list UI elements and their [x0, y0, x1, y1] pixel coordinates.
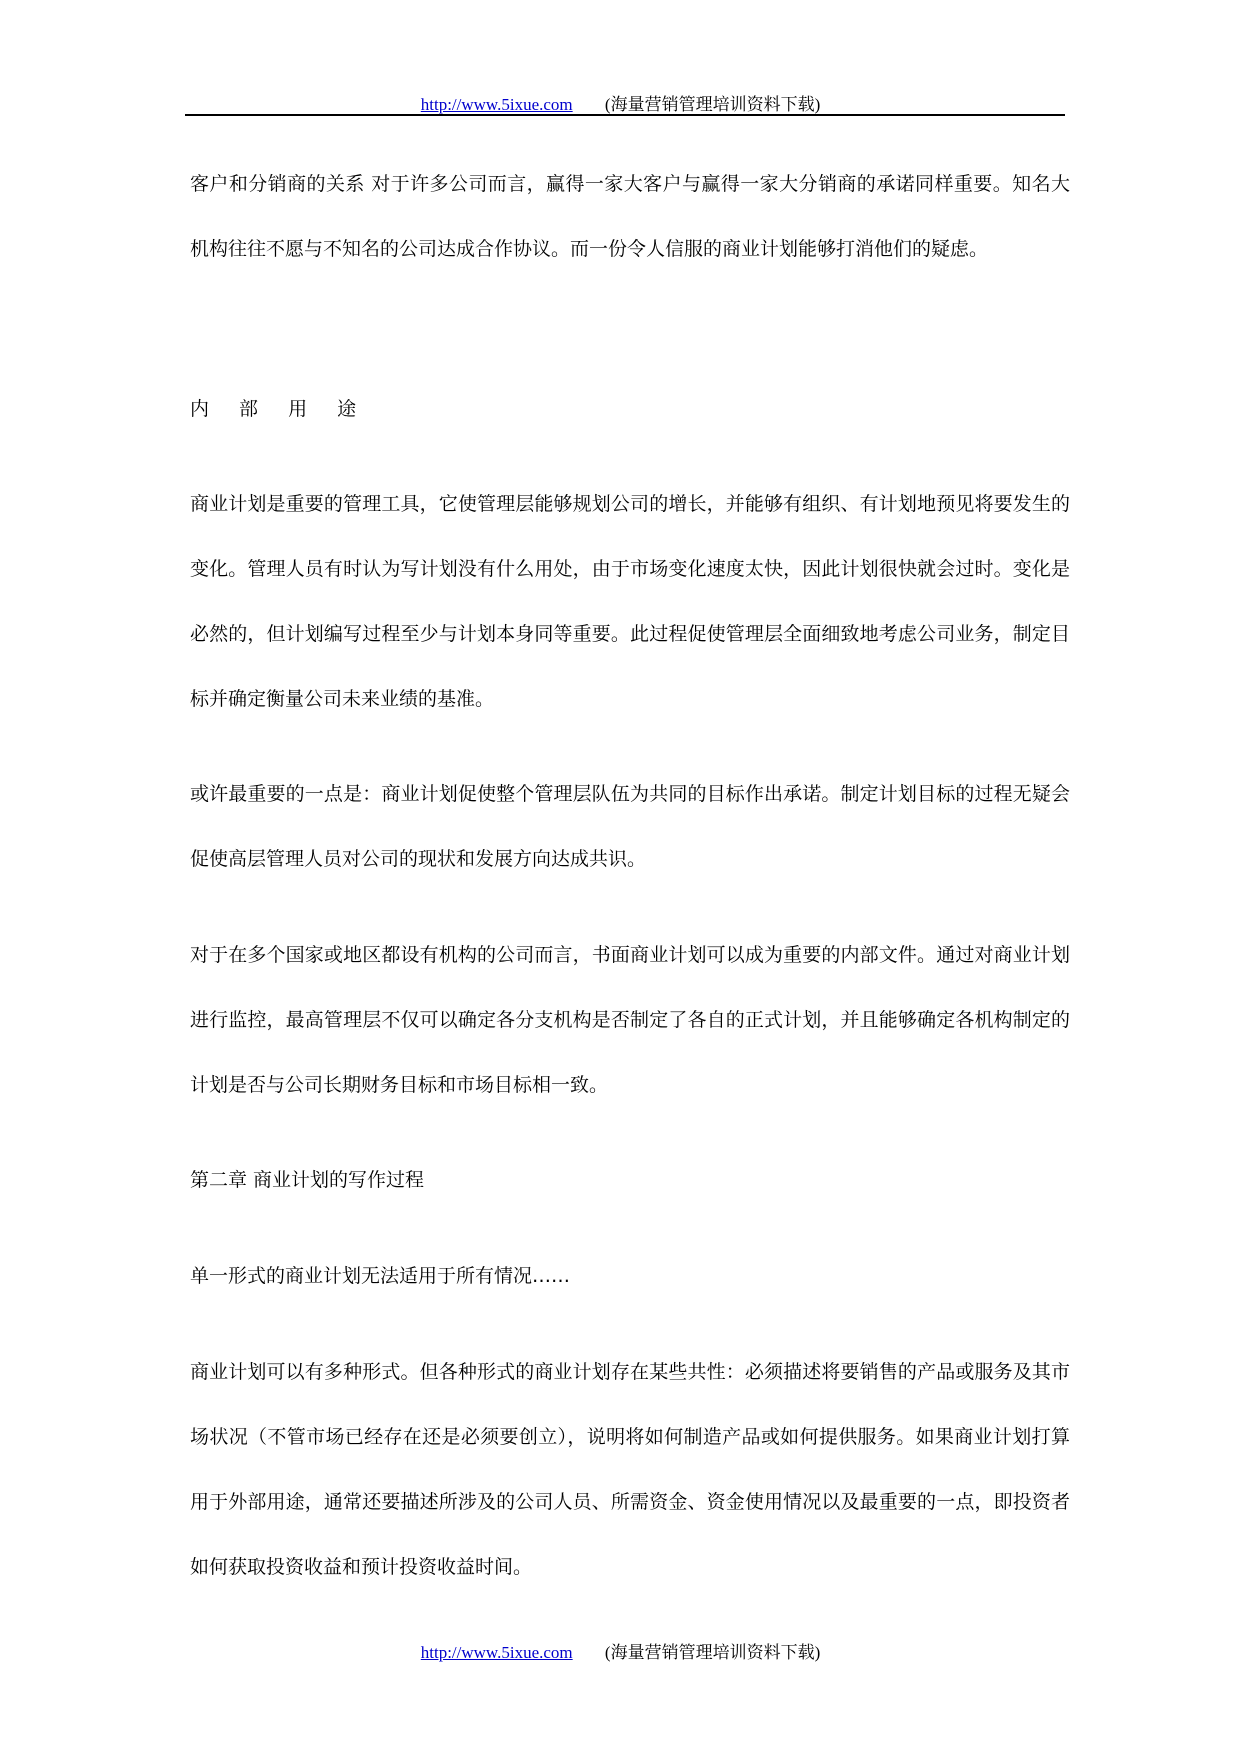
- header-url-link[interactable]: http://www.5ixue.com: [420, 95, 573, 114]
- paragraph-management-tool: 商业计划是重要的管理工具，它使管理层能够规划公司的增长，并能够有组织、有计划地预见将要发生的变化。管理人员有时认为写计划没有什么用处，由于市场变化速度太快，因此计划很快就会过时。变化是必然的，但计划编写过程至少与计划本身同等重要。此过程促使管理层全面细致地考虑公司业务，制定目标并确定衡量公司未来业绩的基准。: [190, 493, 1070, 710]
- header-rule: [185, 114, 1065, 116]
- footer-tagline: (海量营销管理培训资料下载): [604, 1643, 821, 1662]
- paragraph-customer-distributor: 客户和分销商的关系 对于许多公司而言，赢得一家大客户与赢得一家大分销商的承诺同样重要。知名大机构往往不愿与不知名的公司达成合作协议。而一份令人信服的商业计划能够打消他们的疑虑。: [190, 173, 1070, 260]
- page-footer: [0, 1638, 1241, 1663]
- paragraph-plan-forms: 商业计划可以有多种形式。但各种形式的商业计划存在某些共性：必须描述将要销售的产品或服务及其市场状况（不管市场已经存在还是必须要创立），说明将如何制造产品或如何提供服务。如果商业计划打算用于外部用途，通常还要描述所涉及的公司人员、所需资金、资金使用情况以及最重要的一点，即投资者如何获取投资收益和预计投资收益时间。: [190, 1361, 1070, 1578]
- paragraph-team-commitment: 或许最重要的一点是：商业计划促使整个管理层队伍为共同的目标作出承诺。制定计划目标的过程无疑会促使高层管理人员对公司的现状和发展方向达成共识。: [190, 783, 1070, 870]
- chapter-heading: 第二章 商业计划的写作过程: [190, 1169, 425, 1191]
- page-header: [0, 90, 1241, 115]
- footer-url-link[interactable]: http://www.5ixue.com: [420, 1643, 573, 1662]
- paragraph-multinational-document: 对于在多个国家或地区都设有机构的公司而言，书面商业计划可以成为重要的内部文件。通过对商业计划进行监控，最高管理层不仅可以确定各分支机构是否制定了各自的正式计划，并且能够确定各机构制定的计划是否与公司长期财务目标和市场目标相一致。: [190, 944, 1070, 1096]
- header-tagline: (海量营销管理培训资料下载): [604, 95, 821, 114]
- section-heading-internal-use: 内 部 用 途: [190, 398, 369, 420]
- subheading-no-single-form: 单一形式的商业计划无法适用于所有情况……: [190, 1265, 571, 1287]
